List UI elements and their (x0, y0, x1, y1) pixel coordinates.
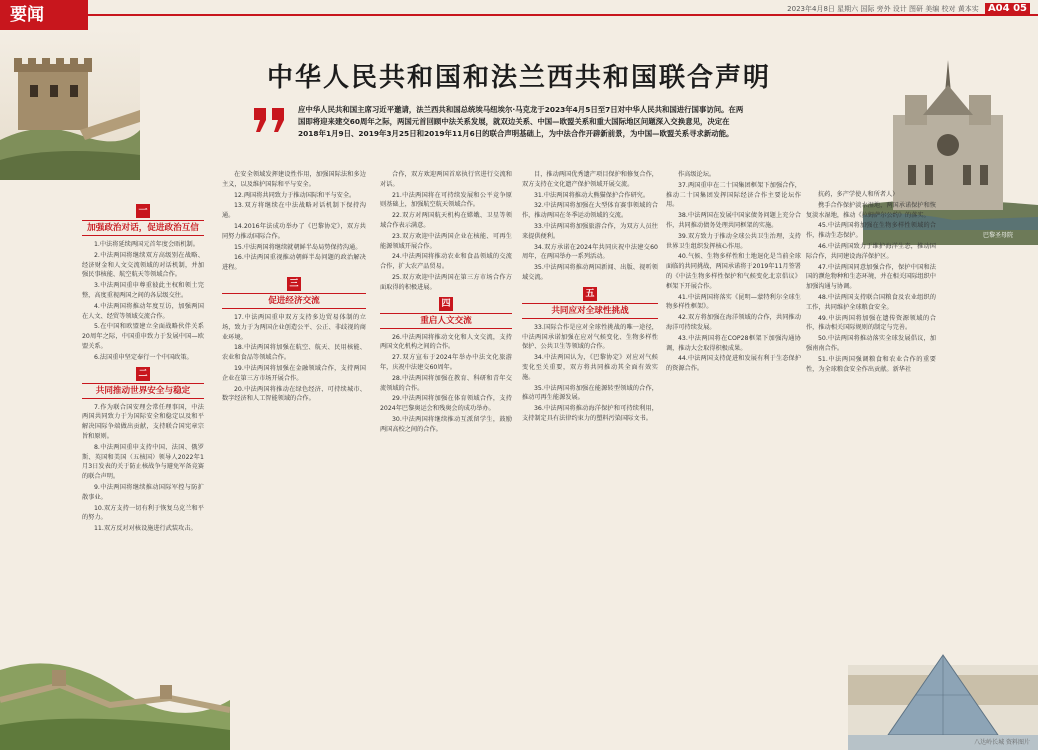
paragraph: 17.中法两国重申双方支持多边贸易体制的立场，致力于为两国企业创造公平、公正、非歧视的商业环境。 (222, 313, 366, 341)
paragraph: 18.中法两国将加强在航空、航天、民用核能、农业和食品等领域合作。 (222, 344, 366, 362)
paragraph: 39.双方致力于推动全球公共卫生治理，支持世界卫生组织发挥核心作用。 (666, 232, 801, 250)
paragraph: 35.中法两国将推动两国新闻、出版、视听领域交流。 (522, 264, 658, 281)
great-wall-bottom-illustration (0, 630, 230, 750)
paragraph: 6.法国重申坚定奉行一个中国政策。 (94, 353, 193, 361)
paragraph: 50.中法两国将推动落实全球发展倡议，加强南南合作。 (806, 335, 936, 352)
paragraph: 49.中法两国将加强在遗传资源领域的合作，推动相关国际规则的制定与完善。 (806, 314, 936, 332)
paragraph: 34.双方承诺在2024年共同庆祝中法建交60周年，在两国举办一系列活动。 (522, 243, 658, 261)
section-number: 三 (287, 277, 301, 291)
paragraph: 21.中法两国将在可持续发展和公平竞争原则基础上，加强航空航天领域合作。 (380, 191, 512, 209)
paragraph: 34.中法两国认为，《巴黎协定》对应对气候变化至关重要，双方将共同推动其全面有效实施。 (522, 354, 658, 381)
column-5 (666, 170, 801, 725)
section-heading-3 (222, 277, 366, 309)
paragraph: 抗药，多产学使人和所者人） (818, 191, 899, 198)
paragraph: 25.双方欢迎中法两国在第三方市场合作方面取得的积极进展。 (380, 273, 512, 291)
paragraph: 29.中法两国将加强在体育领域合作，支持2024年巴黎奥运会和残奥会的成功举办。 (380, 395, 512, 413)
paragraph: 27.双方宣布于2024年举办中法文化旅游年，庆祝中法建交60周年。 (380, 354, 512, 371)
paragraph: 36.中法两国将推动海洋保护和可持续利用，支持制定具有法律约束力的塑料污染国际文书。 (522, 405, 658, 422)
paragraph: 31.中法两国将推动大熊猫保护合作研究。 (534, 191, 650, 199)
section-heading-4 (380, 297, 512, 329)
column-3 (380, 170, 512, 640)
paragraph: 12.两国将共同致力于推动国际和平与安全。 (234, 191, 356, 199)
paragraph: 19.中法两国将加强在金融领域合作，支持两国企业在第三方市场开展合作。 (222, 364, 366, 382)
paragraph: 48.中法两国支持联合国粮食及农业组织的工作，共同维护全球粮食安全。 (806, 293, 936, 311)
paragraph: 43.中法两国将在COP28框架下加强沟通协调，推动大会取得积极成果。 (666, 334, 801, 352)
paragraph: 45.中法两国将加强在生物多样性领域的合作，推动生态保护。 (806, 222, 936, 240)
paragraph: 47.中法两国同意加强合作，保护中国和法国的濒危物种和生态环境，并在相关国际组织中加强沟通与协调。 (806, 263, 936, 291)
paragraph: 37.两国重申在二十国集团框架下加强合作，推动二十国集团发挥国际经济合作主要论坛作用。 (666, 181, 801, 209)
section-tab: 要闻 (0, 0, 88, 30)
paragraph: 35.中法两国将加强在能源转型领域的合作，推动可再生能源发展。 (522, 384, 658, 402)
paragraph: 3.中法两国重申尊重彼此主权和领土完整，高度重视两国之间的各层级交往。 (82, 282, 204, 299)
quote-mark-icon (252, 104, 288, 134)
section-number: 二 (136, 367, 150, 381)
section-heading-1 (82, 204, 204, 236)
section-title: 共同应对全球性挑战 (522, 303, 658, 319)
paragraph: 22.双方对两国航天机构在嫦娥、卫星等领域合作表示满意。 (380, 212, 512, 229)
paragraph: 1.中法将延续两国元首年度会晤机制。 (94, 241, 199, 248)
great-wall-illustration (0, 30, 140, 180)
issue-info: 2023年4月8日 星期六 国际 旁外 设计 图研 美编 校对 黄本实 (787, 5, 979, 13)
paragraph: 30.中法两国将继续推动互派留学生，鼓励两国高校之间的合作。 (380, 415, 512, 433)
paragraph: 32.中法两国将加强在大型体育赛事领域的合作，推动两国在冬季运动领域的交流。 (522, 202, 658, 220)
section-heading-5 (522, 287, 658, 319)
paragraph: 11.双方反对对核设施进行武装攻击。 (94, 525, 197, 533)
paragraph: 41.中法两国将落实《昆明—蒙特利尔全球生物多样性框架》。 (666, 293, 801, 311)
column-1 (82, 200, 204, 640)
section-title: 加强政治对话，促进政治互信 (82, 220, 204, 236)
column-6 (806, 190, 936, 690)
section-title: 促进经济交流 (222, 293, 366, 309)
section-heading-2 (82, 367, 204, 399)
section-title: 共同推动世界安全与稳定 (82, 383, 204, 399)
photo-credit: 八达岭长城 资料图片 (974, 739, 1030, 746)
header-meta (787, 3, 1030, 14)
paragraph: 20.中法两国将推动在绿色经济、可持续城市、数字经济和人工智能领域的合作。 (222, 385, 366, 403)
headline: 中华人民共和国和法兰西共和国联合声明 (266, 63, 771, 94)
section-title: 重启人文交流 (380, 313, 512, 329)
paragraph: 作高级论坛。 (678, 171, 716, 178)
paragraph: 15.中法两国将继续就朝鲜半岛局势保持沟通。 (234, 243, 362, 251)
paragraph: 28.中法两国将加强在教育、科研和青年交流领域的合作。 (380, 374, 512, 392)
paragraph: 33.国际合作是应对全球性挑战的唯一途径，中法两国承诺加强在应对气候变化、生物多样性保护、公共卫生等领域的合作。 (522, 323, 658, 351)
paragraph: 在安全领域发挥建设性作用，加强国际法和多边主义，以及维护国际和平与安全。 (222, 171, 366, 188)
right-caption: 巴黎圣母院 (983, 232, 1014, 239)
column-4 (522, 170, 658, 735)
paragraph: 26.中法两国将推动文化和人文交流，支持两国文化机构之间的合作。 (380, 333, 512, 351)
paragraph: 8.中法两国重申支持中国、法国、俄罗斯、英国和美国（五核国）领导人2022年1月3日发表的关于防止核战争与避免军备竞赛的联合声明。 (82, 443, 204, 481)
page-number: A04 05 (985, 3, 1030, 14)
section-number: 一 (136, 204, 150, 218)
paragraph: 携手合作保护淡水湿地，两国承诺保护和恢复淡水湿地，推动《拉姆萨尔公约》的落实。 (806, 201, 936, 219)
paragraph: 46.中法两国致力于维护海洋生态，推动国际合作，共同建设海洋保护区。 (806, 242, 936, 260)
paragraph: 51.中法两国强调粮食和农业合作的重要性，为全球粮食安全作出贡献。新华社 (806, 355, 936, 373)
section-number: 四 (439, 297, 453, 311)
paragraph: 40.气候、生物多样性和土地退化是当前全球面临的共同挑战，两国承诺将于2019年11月签署的《中法生物多样性保护和气候变化北京倡议》框架下开展合作。 (666, 253, 801, 290)
paragraph: 44.中法两国支持促进和发展有利于生态保护的资源合作。 (666, 355, 801, 373)
paragraph: 4.中法两国将推动年度互访，加强两国在人文、经贸等领域交流合作。 (82, 302, 204, 320)
column-2 (222, 170, 366, 675)
paragraph: 24.中法两国将推动农业和食品领域的交流合作，扩大农产品贸易。 (380, 253, 512, 271)
paragraph: 14.2016年法成功举办了《巴黎协定》，双方共同努力推动国际合作。 (222, 222, 366, 240)
paragraph: 16.中法两国重视推动朝鲜半岛问题的政治解决进程。 (222, 254, 366, 272)
header-rule (88, 14, 1038, 16)
paragraph: 10.双方支持一切有利于恢复乌克兰和平的努力。 (82, 504, 204, 522)
paragraph: 合作，双方欢迎两国首席执行官进行交流和对话。 (380, 171, 512, 188)
paragraph: 38.中法两国在发展中国家债务问题上充分合作，共同推动债务处理共同框架的实施。 (666, 212, 801, 229)
paragraph: 13.双方将继续在中法战略对话机制下保持沟通。 (222, 202, 366, 220)
section-number: 五 (583, 287, 597, 301)
paragraph: 9.中法两国将继续推动国际军控与防扩散事业。 (82, 483, 204, 501)
paragraph: 2.中法两国将继续双方高级别在战略、经济财金和人文交流领域的对话机制，并加强民事核能、航空航天等领域合作。 (82, 251, 204, 279)
lead-paragraph: 应中华人民共和国主席习近平邀请，法兰西共和国总统埃马纽埃尔·马克龙于2023年4月5日至7日对中华人民共和国进行国事访问。在两国即将迎来建交60周年之际，两国元首回顾中法关系发展，就双边关系、中国—欧盟关系和重大国际地区问题深入交换意见，决定在2018年1月9日、2019年3月25日和2019年11月6日的联合声明基础上，为中法合作开辟新前景，为中国—欧盟关系寻求新动能。 (298, 105, 744, 138)
paragraph: 5.在中国和欧盟建立全面战略伙伴关系20周年之际，中国重申致力于发展中国—欧盟关系。 (82, 323, 204, 350)
paragraph: 33.中法两国将加强旅游合作，为双方人员往来提供便利。 (522, 222, 658, 240)
paragraph: 7.作为联合国安理会常任理事国，中法两国共同致力于为国际安全和稳定以及和平解决国际争端做出贡献，支持联合国宪章宗旨和原则。 (82, 403, 204, 440)
paragraph: 23.双方欢迎中法两国企业在核能、可再生能源领域开展合作。 (380, 232, 512, 250)
paragraph: 42.双方将加强在海洋领域的合作，共同推动海洋可持续发展。 (666, 314, 801, 331)
paragraph: 目，推动两国优秀遗产项目保护和修复合作，双方支持在文化遗产保护领域开展交流。 (522, 171, 658, 188)
